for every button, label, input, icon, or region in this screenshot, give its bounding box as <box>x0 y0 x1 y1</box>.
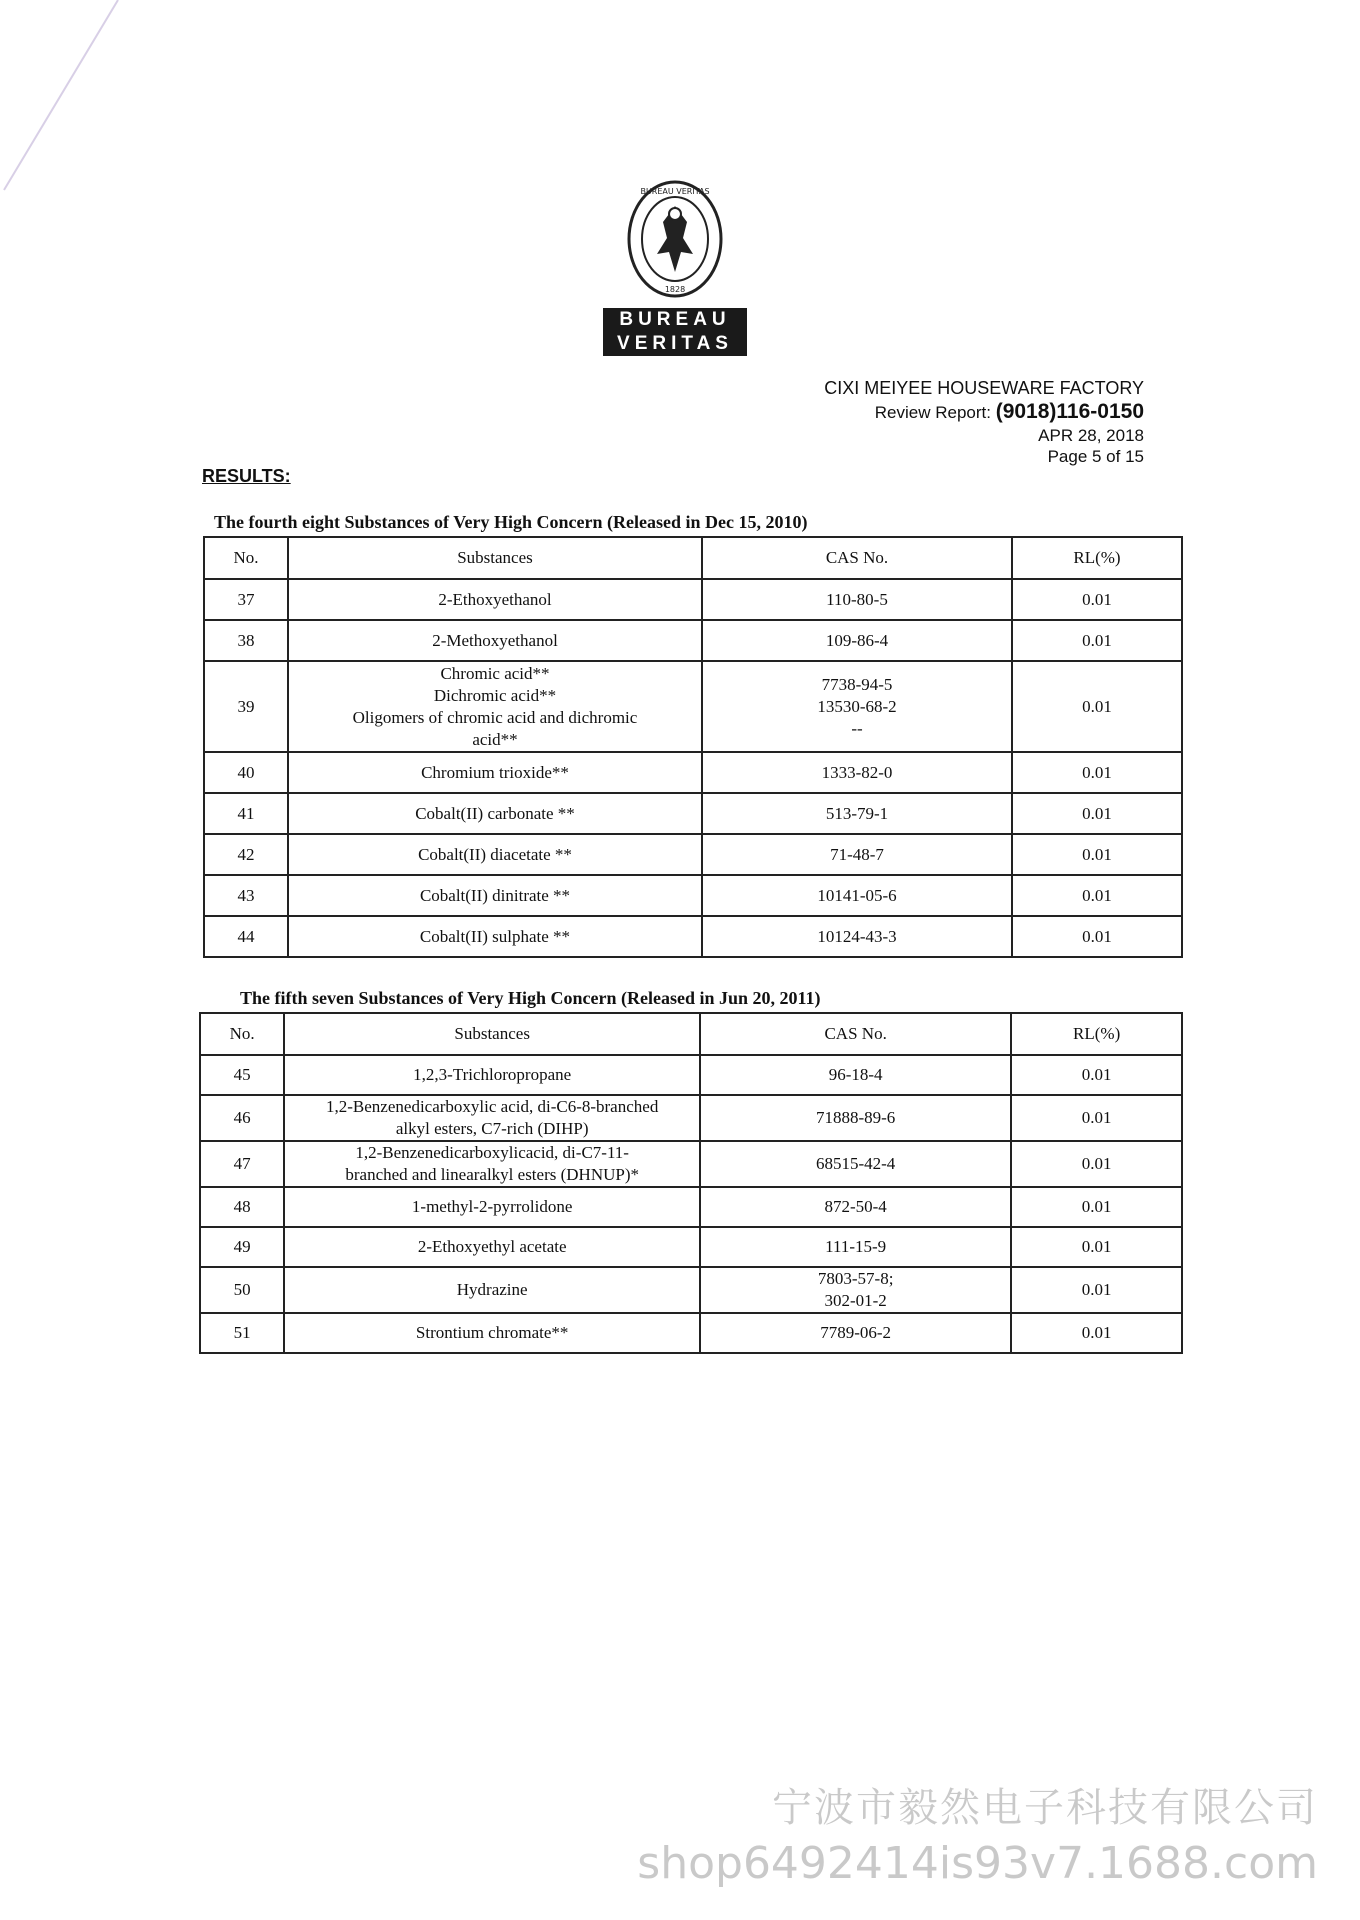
row-substance: 2-Ethoxyethanol <box>288 579 702 620</box>
row-rl: 0.01 <box>1012 834 1182 875</box>
svhc-table-fourth <box>203 536 1183 958</box>
row-no: 38 <box>204 620 288 661</box>
row-no: 40 <box>204 752 288 793</box>
row-rl: 0.01 <box>1012 752 1182 793</box>
report-date: APR 28, 2018 <box>1038 426 1144 445</box>
row-substance: Cobalt(II) diacetate ** <box>288 834 702 875</box>
watermark-shop-url: shop6492414is93v7.1688.com <box>637 1838 1318 1889</box>
svg-text:BUREAU VERITAS: BUREAU VERITAS <box>640 187 710 196</box>
table-row <box>200 1055 1182 1095</box>
row-rl: 0.01 <box>1011 1095 1182 1141</box>
row-no: 45 <box>200 1055 284 1095</box>
row-no: 46 <box>200 1095 284 1141</box>
row-cas: 68515-42-4 <box>700 1141 1011 1187</box>
table-row <box>204 620 1182 661</box>
svg-text:1828: 1828 <box>664 285 686 294</box>
row-cas: 7789-06-2 <box>700 1313 1011 1353</box>
table-row <box>204 752 1182 793</box>
table-header-row <box>204 537 1182 579</box>
row-no: 48 <box>200 1187 284 1227</box>
bureau-veritas-logo <box>603 178 747 356</box>
cas-line: 7738-94-5 <box>821 674 893 694</box>
row-no: 37 <box>204 579 288 620</box>
row-substance: Strontium chromate** <box>284 1313 700 1353</box>
col-rl-header: RL(%) <box>1012 537 1182 579</box>
scan-artifact-line <box>0 0 140 200</box>
substance-line: Oligomers of chromic acid and dichromic <box>352 707 638 727</box>
col-cas-header: CAS No. <box>702 537 1012 579</box>
row-substance: Cobalt(II) dinitrate ** <box>288 875 702 916</box>
col-substances-header: Substances <box>284 1013 700 1055</box>
table-row <box>204 875 1182 916</box>
substance-line: Chromic acid** <box>440 663 550 683</box>
row-cas <box>702 661 1012 752</box>
substance-line: alkyl esters, C7-rich (DIHP) <box>395 1119 589 1138</box>
table-row <box>200 1187 1182 1227</box>
row-no: 44 <box>204 916 288 957</box>
row-substance: 1,2,3-Trichloropropane <box>284 1055 700 1095</box>
table-row <box>204 834 1182 875</box>
table-row <box>200 1227 1182 1267</box>
row-cas: 872-50-4 <box>700 1187 1011 1227</box>
row-rl: 0.01 <box>1012 579 1182 620</box>
row-cas: 111-15-9 <box>700 1227 1011 1267</box>
table-row <box>204 916 1182 957</box>
table-row <box>204 661 1182 752</box>
row-substance <box>284 1095 700 1141</box>
table-row <box>200 1095 1182 1141</box>
row-substance: Cobalt(II) sulphate ** <box>288 916 702 957</box>
seal-emblem-icon <box>625 178 725 300</box>
row-cas: 109-86-4 <box>702 620 1012 661</box>
col-no-header: No. <box>204 537 288 579</box>
col-rl-header: RL(%) <box>1011 1013 1182 1055</box>
row-substance: 2-Methoxyethanol <box>288 620 702 661</box>
report-header <box>824 376 1144 467</box>
cas-line: 302-01-2 <box>824 1291 887 1310</box>
row-no: 41 <box>204 793 288 834</box>
page-indicator: Page 5 of 15 <box>1047 447 1144 466</box>
row-substance <box>288 661 702 752</box>
table1-title: The fourth eight Substances of Very High Concern (Released in Dec 15, 2010) <box>214 512 808 532</box>
table-row <box>200 1313 1182 1353</box>
substance-line: acid** <box>472 729 518 749</box>
row-rl: 0.01 <box>1012 916 1182 957</box>
substance-line: branched and linearalkyl esters (DHNUP)* <box>345 1165 639 1184</box>
row-cas <box>700 1267 1011 1313</box>
table-row <box>204 579 1182 620</box>
row-no: 49 <box>200 1227 284 1267</box>
row-rl: 0.01 <box>1011 1313 1182 1353</box>
substance-line: 1,2-Benzenedicarboxylic acid, di-C6-8-branched <box>326 1097 659 1116</box>
row-substance: 2-Ethoxyethyl acetate <box>284 1227 700 1267</box>
col-cas-header: CAS No. <box>700 1013 1011 1055</box>
substance-line: 1,2-Benzenedicarboxylicacid, di-C7-11- <box>355 1143 629 1162</box>
logo-word-bureau: BUREAU <box>603 308 747 332</box>
row-no: 47 <box>200 1141 284 1187</box>
row-rl: 0.01 <box>1012 661 1182 752</box>
report-line <box>824 400 1144 425</box>
row-cas: 513-79-1 <box>702 793 1012 834</box>
report-number: (9018)116-0150 <box>995 400 1144 423</box>
svhc-table-fifth <box>199 1012 1183 1354</box>
row-substance: Chromium trioxide** <box>288 752 702 793</box>
row-substance: Hydrazine <box>284 1267 700 1313</box>
row-substance: Cobalt(II) carbonate ** <box>288 793 702 834</box>
row-cas: 1333-82-0 <box>702 752 1012 793</box>
row-rl: 0.01 <box>1011 1141 1182 1187</box>
row-substance: 1-methyl-2-pyrrolidone <box>284 1187 700 1227</box>
row-cas: 10124-43-3 <box>702 916 1012 957</box>
row-rl: 0.01 <box>1012 620 1182 661</box>
results-heading: RESULTS: <box>202 466 291 486</box>
row-rl: 0.01 <box>1012 793 1182 834</box>
table-row <box>204 793 1182 834</box>
cas-line: -- <box>851 718 863 738</box>
row-no: 50 <box>200 1267 284 1313</box>
row-rl: 0.01 <box>1012 875 1182 916</box>
table-row <box>200 1141 1182 1187</box>
company-name: CIXI MEIYEE HOUSEWARE FACTORY <box>824 378 1144 398</box>
row-rl: 0.01 <box>1011 1267 1182 1313</box>
logo-word-veritas: VERITAS <box>603 332 747 356</box>
table-header-row <box>200 1013 1182 1055</box>
col-substances-header: Substances <box>288 537 702 579</box>
table-row <box>200 1267 1182 1313</box>
row-no: 43 <box>204 875 288 916</box>
cas-line: 13530-68-2 <box>817 696 897 716</box>
row-rl: 0.01 <box>1011 1055 1182 1095</box>
cas-line: 7803-57-8; <box>817 1269 894 1288</box>
row-no: 42 <box>204 834 288 875</box>
row-substance <box>284 1141 700 1187</box>
watermark-company: 宁波市毅然电子科技有限公司 <box>772 1785 1318 1831</box>
row-no: 39 <box>204 661 288 752</box>
col-no-header: No. <box>200 1013 284 1055</box>
row-rl: 0.01 <box>1011 1187 1182 1227</box>
row-cas: 96-18-4 <box>700 1055 1011 1095</box>
row-cas: 71-48-7 <box>702 834 1012 875</box>
report-label: Review Report: <box>874 403 991 422</box>
row-cas: 110-80-5 <box>702 579 1012 620</box>
table2-title: The fifth seven Substances of Very High Concern (Released in Jun 20, 2011) <box>240 988 821 1008</box>
row-cas: 10141-05-6 <box>702 875 1012 916</box>
substance-line: Dichromic acid** <box>433 685 557 705</box>
row-rl: 0.01 <box>1011 1227 1182 1267</box>
row-cas: 71888-89-6 <box>700 1095 1011 1141</box>
row-no: 51 <box>200 1313 284 1353</box>
